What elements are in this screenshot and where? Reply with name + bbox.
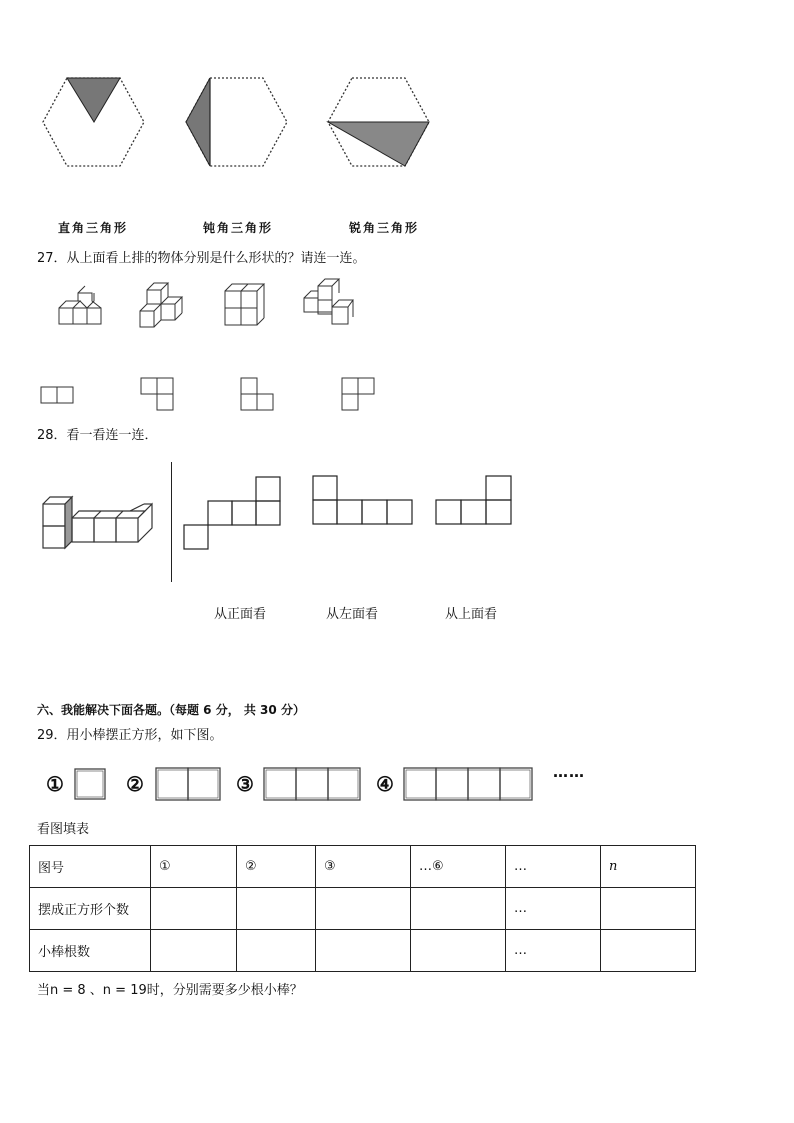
q29-figure-label-3: ③	[236, 772, 254, 796]
hexagon-acute-triangle	[325, 76, 435, 168]
q27-title: 27．从上面看上排的物体分别是什么形状的？请连一连。	[37, 251, 366, 266]
q28-view-label-front: 从正面看	[214, 607, 267, 622]
table-row	[30, 930, 696, 972]
table-header-cell: 图号	[30, 846, 151, 888]
table-header-cell: ③	[316, 846, 411, 888]
q28-divider-line	[171, 462, 172, 582]
table-header-cell: …⑥	[411, 846, 506, 888]
table-header-cell: ②	[237, 846, 316, 888]
table-header-cell: n	[601, 846, 696, 888]
table-header-cell: …	[506, 846, 601, 888]
q27-view-shape-2	[140, 377, 176, 413]
q27-view-shape-3	[240, 377, 276, 413]
hexagon-obtuse-triangle	[183, 76, 293, 168]
table-row-label: 小棒根数	[30, 930, 151, 972]
q29-stick-figure-1	[72, 766, 110, 804]
q29-stick-figure-2	[153, 765, 225, 805]
q29-stick-figure-3	[261, 765, 365, 805]
hexagon-label-right: 直角三角形	[58, 221, 129, 235]
table-cell[interactable]	[316, 888, 411, 930]
hexagon-right-triangle	[40, 76, 150, 168]
q27-view-shape-4	[341, 377, 377, 413]
q28-view-shape-3	[434, 474, 516, 530]
table-cell: …	[506, 888, 601, 930]
table-cell[interactable]	[151, 888, 237, 930]
table-cell[interactable]	[316, 930, 411, 972]
q29-figure-label-4: ④	[376, 772, 394, 796]
hexagon-label-obtuse: 钝角三角形	[203, 221, 274, 235]
hexagon-label-acute: 锐角三角形	[349, 221, 420, 235]
table-cell[interactable]	[237, 888, 316, 930]
q27-cube-object-1	[56, 290, 106, 330]
table-cell: …	[506, 930, 601, 972]
q28-view-shape-1	[183, 474, 287, 554]
q29-stick-figure-4	[401, 764, 537, 806]
q27-view-shape-1	[40, 386, 76, 406]
q27-cube-object-3	[222, 282, 272, 328]
q29-figure-label-2: ②	[126, 772, 144, 796]
q28-cube-structure	[40, 494, 155, 552]
q29-figure-label-1: ①	[46, 772, 64, 796]
table-row	[30, 888, 696, 930]
table-cell[interactable]	[237, 930, 316, 972]
table-cell[interactable]	[411, 888, 506, 930]
table-cell[interactable]	[411, 930, 506, 972]
q28-view-label-top: 从上面看	[445, 607, 498, 622]
q29-question: 当n = 8 、n = 19时，分别需要多少根小棒？	[37, 983, 303, 998]
table-row-label: 摆成正方形个数	[30, 888, 151, 930]
q28-view-shape-2	[311, 474, 417, 530]
table-cell[interactable]	[601, 888, 696, 930]
table-cell[interactable]	[151, 930, 237, 972]
q27-cube-object-2	[137, 280, 187, 332]
q27-cube-object-4	[301, 276, 357, 330]
q28-view-label-left: 从左面看	[326, 607, 379, 622]
q28-title: 28．看一看连一连．	[37, 428, 158, 443]
table-cell[interactable]	[601, 930, 696, 972]
q29-ellipsis: ……	[553, 763, 585, 781]
table-header-cell: ①	[151, 846, 237, 888]
q29-fill-table	[29, 845, 696, 972]
q29-table-caption: 看图填表	[37, 822, 90, 837]
section6-title: 六、我能解决下面各题。（每题 6 分， 共 30 分）	[37, 703, 305, 717]
q29-title: 29．用小棒摆正方形，如下图。	[37, 728, 223, 743]
table-header-row	[30, 846, 696, 888]
